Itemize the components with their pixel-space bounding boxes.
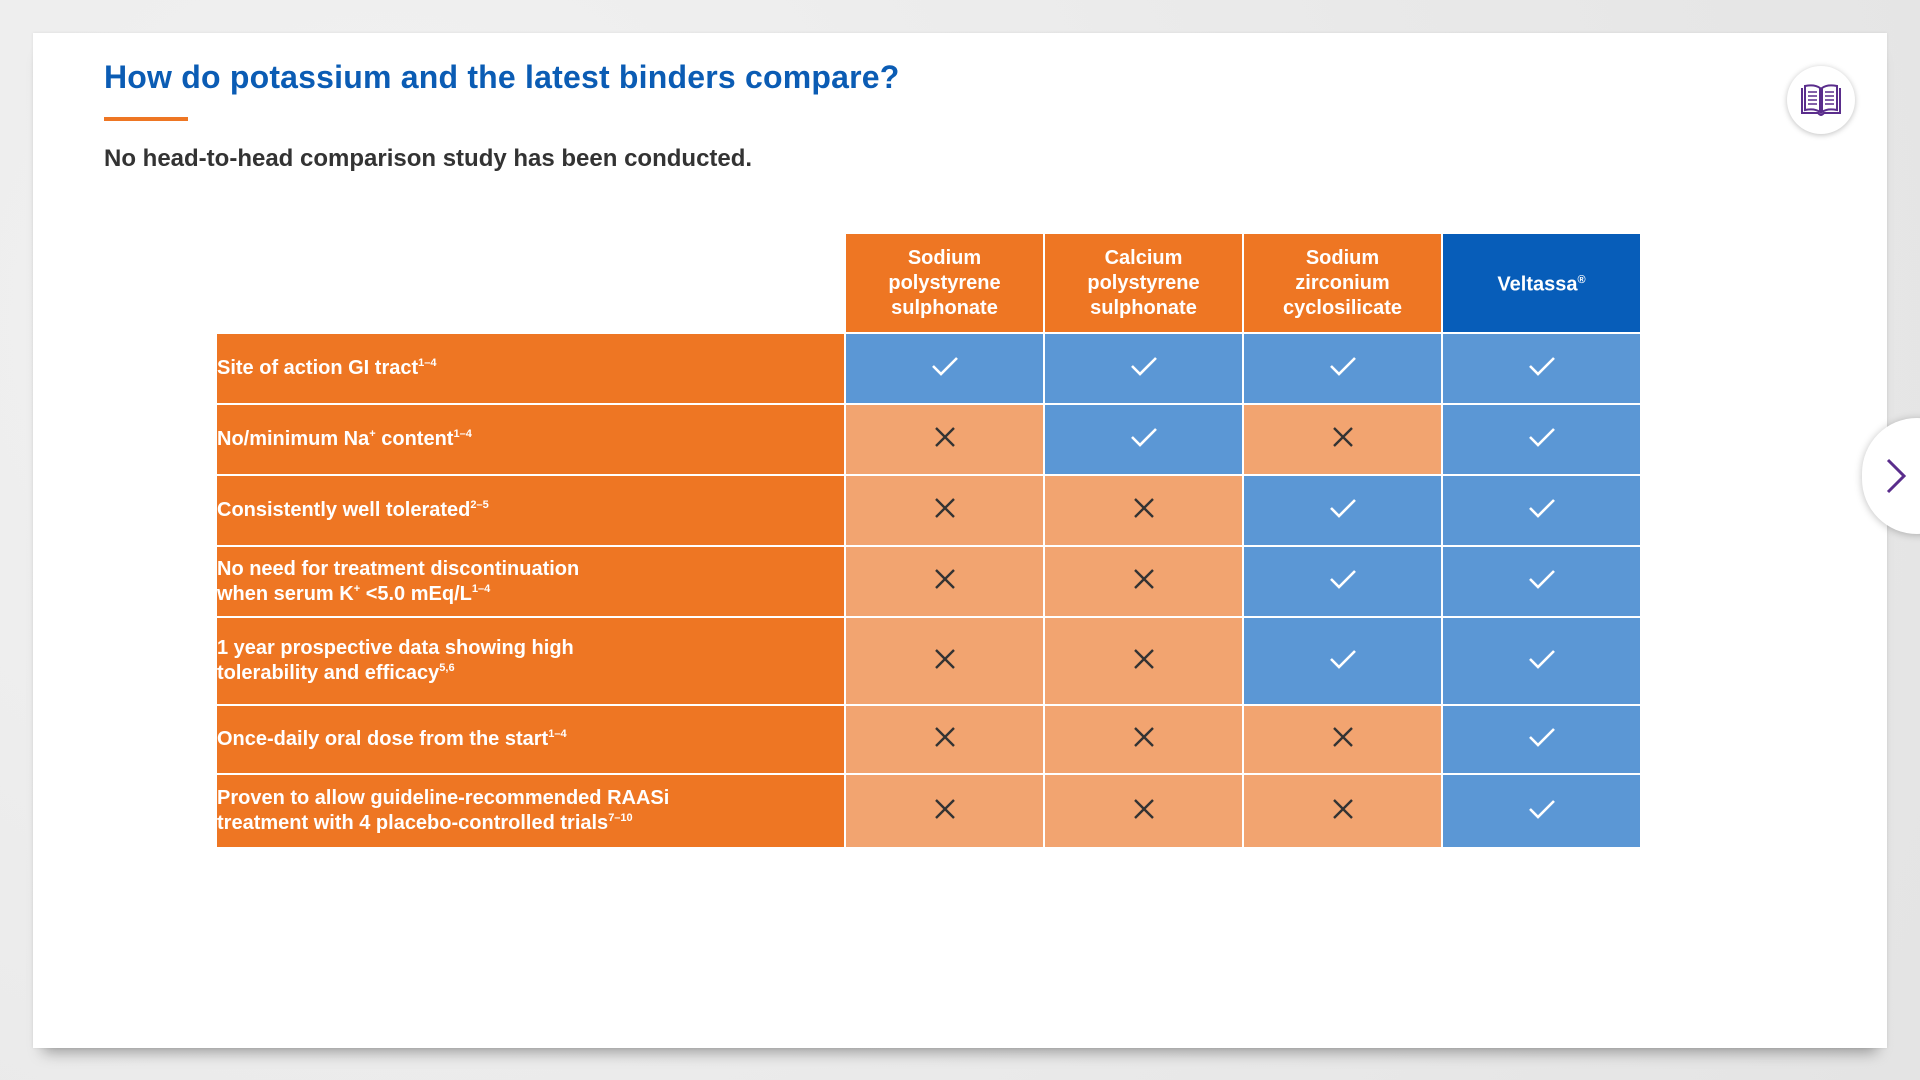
cell-sodium-zirconium-cyclosilicate (1244, 775, 1441, 847)
checkmark-icon (1528, 726, 1556, 753)
checkmark-icon (1528, 497, 1556, 524)
checkmark-icon (931, 355, 959, 382)
cell-calcium-polystyrene-sulphonate (1045, 334, 1242, 403)
column-header-sodium-zirconium-cyclosilicate: Sodium zirconium cyclosilicate (1244, 234, 1441, 332)
checkmark-icon (1329, 497, 1357, 524)
column-header-sodium-polystyrene-sulphonate: Sodium polystyrene sulphonate (846, 234, 1043, 332)
cross-icon (1133, 568, 1155, 595)
row-label: Once-daily oral dose from the start$^{1-4}$ (217, 706, 844, 773)
cross-icon (1332, 726, 1354, 753)
cross-icon (1133, 648, 1155, 675)
cell-calcium-polystyrene-sulphonate (1045, 547, 1242, 616)
table-row (217, 334, 1640, 403)
cross-icon (1133, 798, 1155, 825)
cell-veltassa (1443, 547, 1640, 616)
cross-icon (934, 497, 956, 524)
cross-icon (1133, 497, 1155, 524)
table-row (217, 405, 1640, 474)
cell-veltassa (1443, 706, 1640, 773)
comparison-table (215, 232, 1642, 849)
table-row (217, 775, 1640, 847)
cross-icon (934, 426, 956, 453)
cell-sodium-zirconium-cyclosilicate (1244, 476, 1441, 545)
row-label: Proven to allow guideline-recommended RAASi treatment with 4 placebo-controlled trials$^{7-10}$ (217, 775, 844, 847)
cross-icon (934, 726, 956, 753)
cell-calcium-polystyrene-sulphonate (1045, 706, 1242, 773)
cell-calcium-polystyrene-sulphonate (1045, 618, 1242, 704)
cross-icon (934, 568, 956, 595)
checkmark-icon (1329, 568, 1357, 595)
table-row (217, 706, 1640, 773)
table-corner (217, 234, 844, 332)
cell-calcium-polystyrene-sulphonate (1045, 476, 1242, 545)
chevron-right-icon (1885, 458, 1907, 494)
row-label: No need for treatment discontinuation when serum K+ <5.0 mEq/$L^{1-4}$ (217, 547, 844, 616)
cell-sodium-zirconium-cyclosilicate (1244, 618, 1441, 704)
cross-icon (1332, 798, 1354, 825)
row-label: Consistently well tolerated$^{2-5}$ (217, 476, 844, 545)
cross-icon (1332, 426, 1354, 453)
page-title: How do potassium and the latest binders compare? (104, 59, 900, 95)
checkmark-icon (1329, 648, 1357, 675)
page-subtitle: No head-to-head comparison study has been conducted. (104, 145, 753, 172)
row-label: Site of action GI tract$^{1-4}$ (217, 334, 844, 403)
cell-sodium-polystyrene-sulphonate (846, 775, 1043, 847)
row-label: No/minimum Na+ content$^{1-4}$ (217, 405, 844, 474)
cell-veltassa (1443, 618, 1640, 704)
cell-sodium-polystyrene-sulphonate (846, 334, 1043, 403)
cell-sodium-polystyrene-sulphonate (846, 476, 1043, 545)
cross-icon (934, 648, 956, 675)
cell-calcium-polystyrene-sulphonate (1045, 775, 1242, 847)
checkmark-icon (1130, 426, 1158, 453)
references-button[interactable] (1787, 66, 1855, 134)
title-underline (104, 117, 188, 121)
cell-veltassa (1443, 476, 1640, 545)
checkmark-icon (1528, 568, 1556, 595)
checkmark-icon (1528, 426, 1556, 453)
row-label: 1 year prospective data showing high tolerability and efficacy$^{5,6}$ (217, 618, 844, 704)
cell-calcium-polystyrene-sulphonate (1045, 405, 1242, 474)
checkmark-icon (1130, 355, 1158, 382)
checkmark-icon (1528, 355, 1556, 382)
cell-sodium-zirconium-cyclosilicate (1244, 706, 1441, 773)
column-header-calcium-polystyrene-sulphonate: Calcium polystyrene sulphonate (1045, 234, 1242, 332)
cell-veltassa (1443, 775, 1640, 847)
cross-icon (1133, 726, 1155, 753)
cell-sodium-zirconium-cyclosilicate (1244, 334, 1441, 403)
cell-veltassa (1443, 334, 1640, 403)
cell-sodium-polystyrene-sulphonate (846, 618, 1043, 704)
cell-sodium-polystyrene-sulphonate (846, 706, 1043, 773)
cross-icon (934, 798, 956, 825)
column-header-veltassa: Veltassa® (1443, 234, 1640, 332)
checkmark-icon (1528, 798, 1556, 825)
table-row (217, 547, 1640, 616)
checkmark-icon (1329, 355, 1357, 382)
table-row (217, 618, 1640, 704)
cell-veltassa (1443, 405, 1640, 474)
cell-sodium-polystyrene-sulphonate (846, 547, 1043, 616)
checkmark-icon (1528, 648, 1556, 675)
book-icon (1799, 83, 1843, 117)
cell-sodium-zirconium-cyclosilicate (1244, 547, 1441, 616)
cell-sodium-polystyrene-sulphonate (846, 405, 1043, 474)
cell-sodium-zirconium-cyclosilicate (1244, 405, 1441, 474)
table-row (217, 476, 1640, 545)
